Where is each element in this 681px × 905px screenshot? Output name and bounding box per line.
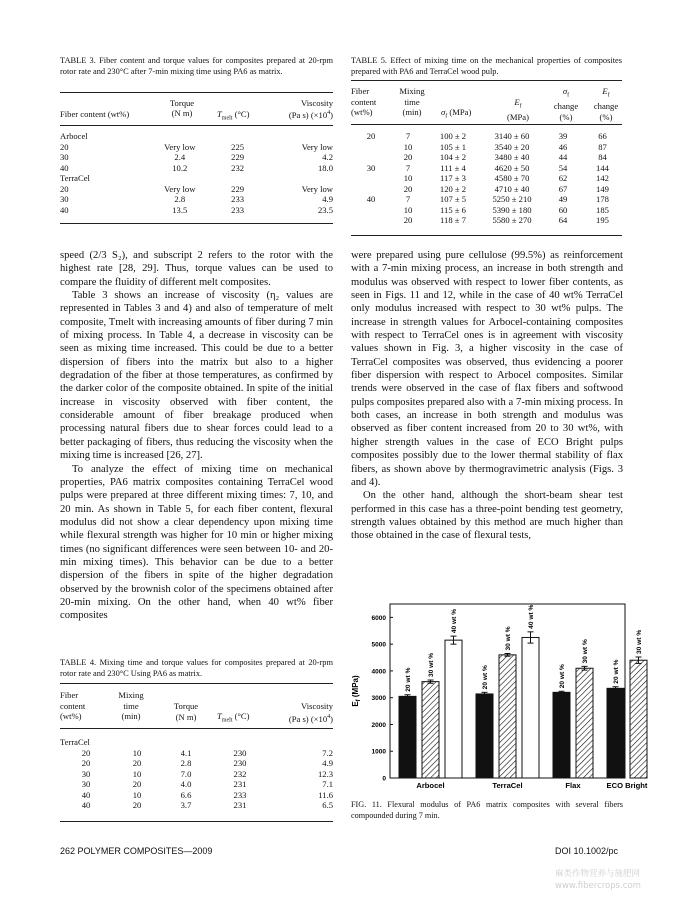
table5-cell: 44 (558, 152, 568, 162)
table5-cell: 39 (558, 131, 568, 141)
table4-cell: 7.1 (322, 779, 334, 789)
watermark: 麻类作物营养与施肥网 www.fibercrops.com (555, 869, 641, 891)
table5-cell (351, 152, 391, 163)
x-category-label: Arbocel (416, 781, 445, 790)
table3-cell: 233 (231, 194, 245, 204)
table5-cell: 40 (366, 194, 376, 204)
table5-cell (351, 142, 391, 153)
table4-header-visc: Viscosity (Pa s) $(\times 10^4)$ (288, 701, 333, 724)
table4-cell: 20 (81, 747, 91, 758)
table4-cell: 12.3 (317, 768, 334, 779)
table5-cell: 60 (558, 204, 568, 215)
bar-label: 20 wt % (482, 665, 489, 690)
table3-cell: Very low (164, 141, 196, 152)
table3-body (58, 131, 335, 215)
table3-header-tmelt: $T_{melt}$ (°C) (217, 109, 250, 122)
table5-cell: 84 (598, 152, 607, 162)
table-row (351, 215, 622, 226)
table3-header-torque: Torque (169, 98, 195, 108)
table3-cell: Very low (301, 183, 333, 194)
table5-cell: 4580 ± 70 (494, 173, 530, 183)
table5-cell: 3480 ± 40 (494, 152, 530, 162)
table-row (351, 152, 622, 163)
table4-bottom-rule (60, 821, 333, 822)
table5-body (351, 131, 622, 226)
table-row (58, 152, 335, 163)
table-row (58, 769, 335, 780)
bar-label: 20 wt % (613, 659, 620, 684)
table5-cell: 3140 ± 60 (494, 131, 530, 141)
table3-group-label: TerraCel (60, 173, 90, 183)
y-tick-label: 1000 (371, 748, 386, 756)
table-row (58, 131, 335, 142)
table3-cell: 13.5 (172, 204, 188, 215)
table5-mid-rule (351, 124, 622, 125)
table3-cell: 229 (231, 183, 245, 194)
table4-group-label: TerraCel (60, 737, 90, 747)
table4-cell: 10 (132, 747, 142, 758)
right-paragraph-1: were prepared using pure cellulose (99.5%) as reinforcement with a 7-min mixing process, an increase in both strength and modulus was observed with respect to lower fiber contents, as seen in Figs. 11 and 12, while in the case of 40 wt% TerraCel only modulus increased with respect to 30 wt% pulps. The increase in strength values for Arbocel-containing composites with respect to TerraCel ones is in agreement with viscosity values shown in Fig. 3, a higher viscosity in the case of TerraCel composites was observed, thus evidencing a poorer fiber dispersion with respect to Arbocel composites. Similar trends were observed in the case of flax fibers and softwood pulps composites prepared also with a 7-min mixing process. In both cases, an increase in both strength and modulus was observed as fiber content increased from 20 to 30 wt%, with higher strength values in the case of ECO Bright pulps composites possibly due to the lower thermal stability of flax fibers, as shown above by thermogravimetric analysis (Figs. 3 and 4). (351, 250, 623, 488)
table-row (58, 737, 335, 748)
bar (607, 688, 624, 778)
y-tick-label: 3000 (371, 695, 386, 703)
table3-cell: 40 (60, 162, 69, 173)
table4-header-mix: Mixing time (min) (118, 690, 144, 721)
table5-header-sigma-change: $\sigma_f$ change (%) (553, 86, 579, 122)
table5-cell (351, 173, 391, 184)
y-tick-label: 4000 (371, 668, 386, 676)
table5-cell: 54 (558, 162, 568, 173)
table5-cell: 5390 ± 180 (492, 204, 532, 215)
table4-cell: 6.6 (180, 789, 192, 800)
table5-cell: 5580 ± 270 (492, 215, 532, 225)
table4-cell: 233 (233, 789, 247, 800)
table3-cell: 4.9 (322, 194, 333, 204)
table3-cell: 23.5 (317, 204, 333, 215)
table5-cell: 87 (598, 141, 607, 152)
table3-header-torque-unit: (N m) (171, 108, 193, 118)
table4-header (60, 688, 333, 726)
table3-cell: 232 (231, 162, 245, 173)
table4-top-rule (60, 683, 333, 684)
table5-cell: 117 ± 3 (440, 173, 466, 183)
table5-cell: 10 (403, 173, 413, 183)
table5-header-sigma: $\sigma_f$ (MPa) (441, 107, 472, 120)
table3-cell: 233 (231, 204, 245, 215)
table4-header-fiber: Fiber content (wt%) (60, 690, 86, 721)
table5-bottom-rule (351, 235, 622, 236)
table4-cell: 232 (233, 768, 247, 779)
table5-cell: 120 ± 2 (439, 183, 467, 194)
table3-mid-rule (60, 125, 333, 126)
table-row (58, 800, 335, 811)
bar-label: 30 wt % (582, 639, 589, 664)
table3-top-rule (60, 92, 333, 93)
table5-cell: 107 ± 5 (439, 194, 467, 204)
bar (422, 682, 439, 778)
table4-cell: 20 (132, 758, 142, 768)
table5-cell: 195 (596, 215, 609, 225)
table4-cell: 20 (81, 758, 91, 768)
table4-cell: 20 (132, 800, 142, 810)
table4-cell: 4.0 (180, 779, 192, 789)
table5-cell: 178 (596, 194, 609, 204)
table3-group-label: Arbocel (60, 131, 88, 141)
table-row (351, 205, 622, 216)
table-row (58, 779, 335, 790)
table4-cell: 4.9 (322, 758, 334, 768)
table3-cell: 20 (60, 141, 69, 152)
table3-header-visc: Viscosity (301, 98, 333, 108)
bar (553, 692, 570, 778)
y-tick-label: 6000 (371, 614, 386, 622)
table4-header-tmelt: $T_{melt}$ (°C) (217, 711, 250, 724)
footer-left: 262 POLYMER COMPOSITES—2009 (60, 846, 213, 856)
table5-cell: 144 (596, 162, 609, 173)
bar-label: 40 wt % (528, 604, 535, 629)
table3-cell: 20 (60, 183, 69, 194)
bar-label: 30 wt % (505, 626, 512, 651)
table-row (58, 184, 335, 195)
table5-cell: 49 (558, 194, 568, 204)
table5-cell: 30 (366, 162, 376, 173)
figure-11-chart (346, 596, 648, 796)
bar (476, 694, 493, 778)
table-row (58, 194, 335, 205)
table5-cell (351, 205, 391, 216)
table-row (58, 142, 335, 153)
x-category-label: TerraCel (492, 781, 523, 790)
table5-cell: 20 (403, 183, 413, 194)
left-paragraph-1: speed (2/3 S₂), and subscript 2 refers to the rotor with the highest rate [28, 29]. Thus, torque values can be used to compare the fluidity of different melt composites. (60, 250, 333, 288)
table5-cell: 105 ± 1 (439, 141, 467, 152)
table3-bottom-rule (60, 223, 333, 224)
table3-cell: 18.0 (317, 162, 333, 173)
table5-header (351, 84, 622, 122)
table5-header-ef: $E_f$ (MPa) (507, 97, 529, 123)
table4-cell: 20 (132, 779, 142, 789)
left-paragraph-2: Table 3 shows an increase of viscosity (η₂ values are represented in Tables 3 and 4) and also of temperature of melt composite, Tmelt with increasing amounts of fiber during 7 min of mixing process. In Table 4, a decrease in viscosity can be seen as mixing time increased. This could be due to a better dispersion of fibers into the matrix but also to a higher degradation of the fiber at those temperatures, as confirmed by the darker color of the composite obtained. In spite of the initial increase in viscosity observed with fiber content, the considerable amount of fiber breakage produced when processing natural fibers due to shear forces could lead to a better packaging of fibers, thus reducing the viscosity when the mixing time is increased [26, 27]. (60, 290, 333, 462)
table5-cell: 7 (405, 131, 411, 141)
table5-cell (351, 184, 391, 195)
table3-cell: 40 (60, 204, 69, 215)
table3-cell: 229 (231, 152, 245, 162)
table5-cell: 185 (596, 204, 609, 215)
table5-cell (351, 215, 391, 226)
table4-cell: 40 (81, 800, 91, 810)
table4-cell: 30 (81, 768, 91, 779)
figure-11-caption: FIG. 11. Flexural modulus of PA6 matrix composites with several fibers compounded during 7 min. (351, 800, 623, 820)
y-axis-label: $E_f$ (MPa) (351, 675, 362, 707)
bar (576, 668, 593, 778)
table3-cell: 10.2 (172, 162, 188, 173)
table-row (58, 173, 335, 184)
footer-right: DOI 10.1002/pc (555, 846, 619, 856)
table5-cell: 20 (366, 131, 376, 141)
table5-cell: 67 (558, 183, 568, 194)
table4-cell: 230 (233, 747, 247, 758)
table5-cell: 64 (558, 215, 568, 225)
table5-caption: TABLE 5. Effect of mixing time on the mechanical properties of composites prepared with PA6 and TerraCel wood pulp. (351, 56, 622, 76)
table4-cell: 7.0 (180, 768, 192, 779)
bar-label: 40 wt % (451, 608, 458, 634)
table5-cell: 62 (558, 173, 568, 183)
table4-mid-rule (60, 728, 333, 729)
table4-cell: 4.1 (180, 747, 192, 758)
table4-cell: 230 (233, 758, 247, 768)
table5-cell: 20 (403, 215, 413, 225)
table5-cell: 7 (405, 194, 411, 204)
right-paragraph-2: On the other hand, although the short-beam shear test performed in this case has a three-point bending test geometry, strength values obtained by this method are much higher than those obtained in the case of flexural tests, (351, 490, 623, 542)
right-column-text (351, 249, 623, 543)
table3-cell: 225 (231, 141, 245, 152)
table4-cell: 7.2 (322, 747, 334, 758)
table5-cell: 115 ± 6 (440, 204, 466, 215)
bar (522, 637, 539, 778)
y-tick-label: 5000 (371, 641, 386, 649)
table5-cell: 66 (598, 131, 607, 141)
bar (445, 640, 462, 778)
table3-caption: TABLE 3. Fiber content and torque values for composites prepared at 20-rpm rotor rate and 230°C after 7-min mixing time using PA6 as matrix. (60, 56, 333, 76)
table3-cell: 2.4 (174, 152, 186, 162)
bar-label: 20 wt % (559, 664, 566, 689)
table4-header-torque: Torque (N m) (173, 701, 199, 722)
table3-cell: 30 (60, 194, 69, 204)
table5-header-ef-change: $E_f$ change (%) (593, 86, 619, 122)
table-row (58, 205, 335, 216)
table5-cell: 104 ± 2 (439, 152, 467, 162)
table4-caption: TABLE 4. Mixing time and torque values for composites prepared at 20-rpm rotor rate and 230°C Using PA6 as matrix. (60, 658, 333, 678)
table3-cell: 2.8 (174, 194, 186, 204)
table-row (58, 790, 335, 801)
table4-cell: 6.5 (322, 800, 334, 810)
table4-cell: 30 (81, 779, 91, 789)
table-row (58, 748, 335, 759)
table5-cell: 100 ± 2 (439, 131, 467, 141)
table4-body (58, 737, 335, 811)
bar-label: 30 wt % (428, 652, 435, 678)
table4-cell: 231 (233, 779, 247, 789)
table3-header (60, 96, 333, 124)
table5-cell: 20 (403, 152, 413, 162)
table4-cell: 40 (81, 789, 91, 800)
table5-top-rule (351, 80, 622, 81)
table-row (58, 163, 335, 174)
table5-cell: 4620 ± 50 (494, 162, 530, 173)
x-category-label: ECO Bright (606, 781, 648, 790)
table4-cell: 3.7 (180, 800, 192, 810)
table3-cell: 4.2 (322, 152, 333, 162)
table5-cell: 46 (558, 141, 568, 152)
table5-cell: 10 (403, 141, 413, 152)
table3-cell: Very low (164, 183, 196, 194)
table-row (351, 142, 622, 153)
table5-cell: 142 (596, 173, 609, 183)
table-row (351, 163, 622, 174)
table3-header-fiber: Fiber content (wt%) (60, 109, 130, 119)
table3-cell: Very low (301, 141, 333, 152)
table-row (351, 184, 622, 195)
table-row (58, 758, 335, 769)
bar (399, 696, 416, 778)
table-row (351, 173, 622, 184)
table5-cell: 4710 ± 40 (494, 183, 530, 194)
table-row (351, 194, 622, 205)
x-category-label: Flax (565, 781, 581, 790)
table4-cell: 2.8 (180, 758, 192, 768)
y-tick-label: 2000 (371, 721, 386, 729)
table5-cell: 118 ± 7 (440, 215, 466, 225)
left-paragraph-3: To analyze the effect of mixing time on mechanical properties, PA6 matrix composites containing TerraCel wood pulps were prepared at three different mixing times: 7, 10, and 20 min. As shown in Table 5, for each fiber content, flexural modulus did not show a clear dependency upon mixing time while flexural strength was higher for 10 min or higher mixing times (no significant differences were seen between 10- and 20-min mixing times). This behavior can be due to a better dispersion of the fibers in spite of the higher degradation observed by the brownish color of the specimens obtained after 20-min mixing. On the other hand, when 40 wt% fiber composites (60, 463, 333, 622)
table3-cell: 30 (60, 152, 69, 162)
table4-cell: 11.6 (318, 789, 334, 800)
table5-header-fiber: Fiber content (wt%) (351, 86, 377, 117)
table4-cell: 10 (132, 789, 142, 800)
bar (499, 655, 516, 778)
bar-label: 20 wt % (405, 667, 412, 692)
y-tick-label: 0 (382, 775, 386, 783)
table3-header-visc-unit: (Pa s) $(\times 10^4)$ (288, 109, 333, 120)
bar-label: 30 wt % (636, 629, 643, 655)
table5-cell: 5250 ± 210 (492, 194, 532, 204)
table-row (351, 131, 622, 142)
left-column-text (60, 249, 333, 623)
bar (630, 660, 647, 778)
table5-cell: 7 (405, 162, 411, 173)
table5-header-mix: Mixing time (min) (399, 86, 425, 117)
table4-cell: 231 (233, 800, 247, 810)
table5-cell: 3540 ± 20 (494, 141, 530, 152)
table4-cell: 10 (132, 768, 142, 779)
table5-cell: 10 (403, 204, 413, 215)
table5-cell: 111 ± 4 (440, 162, 466, 173)
table5-cell: 149 (596, 183, 609, 194)
